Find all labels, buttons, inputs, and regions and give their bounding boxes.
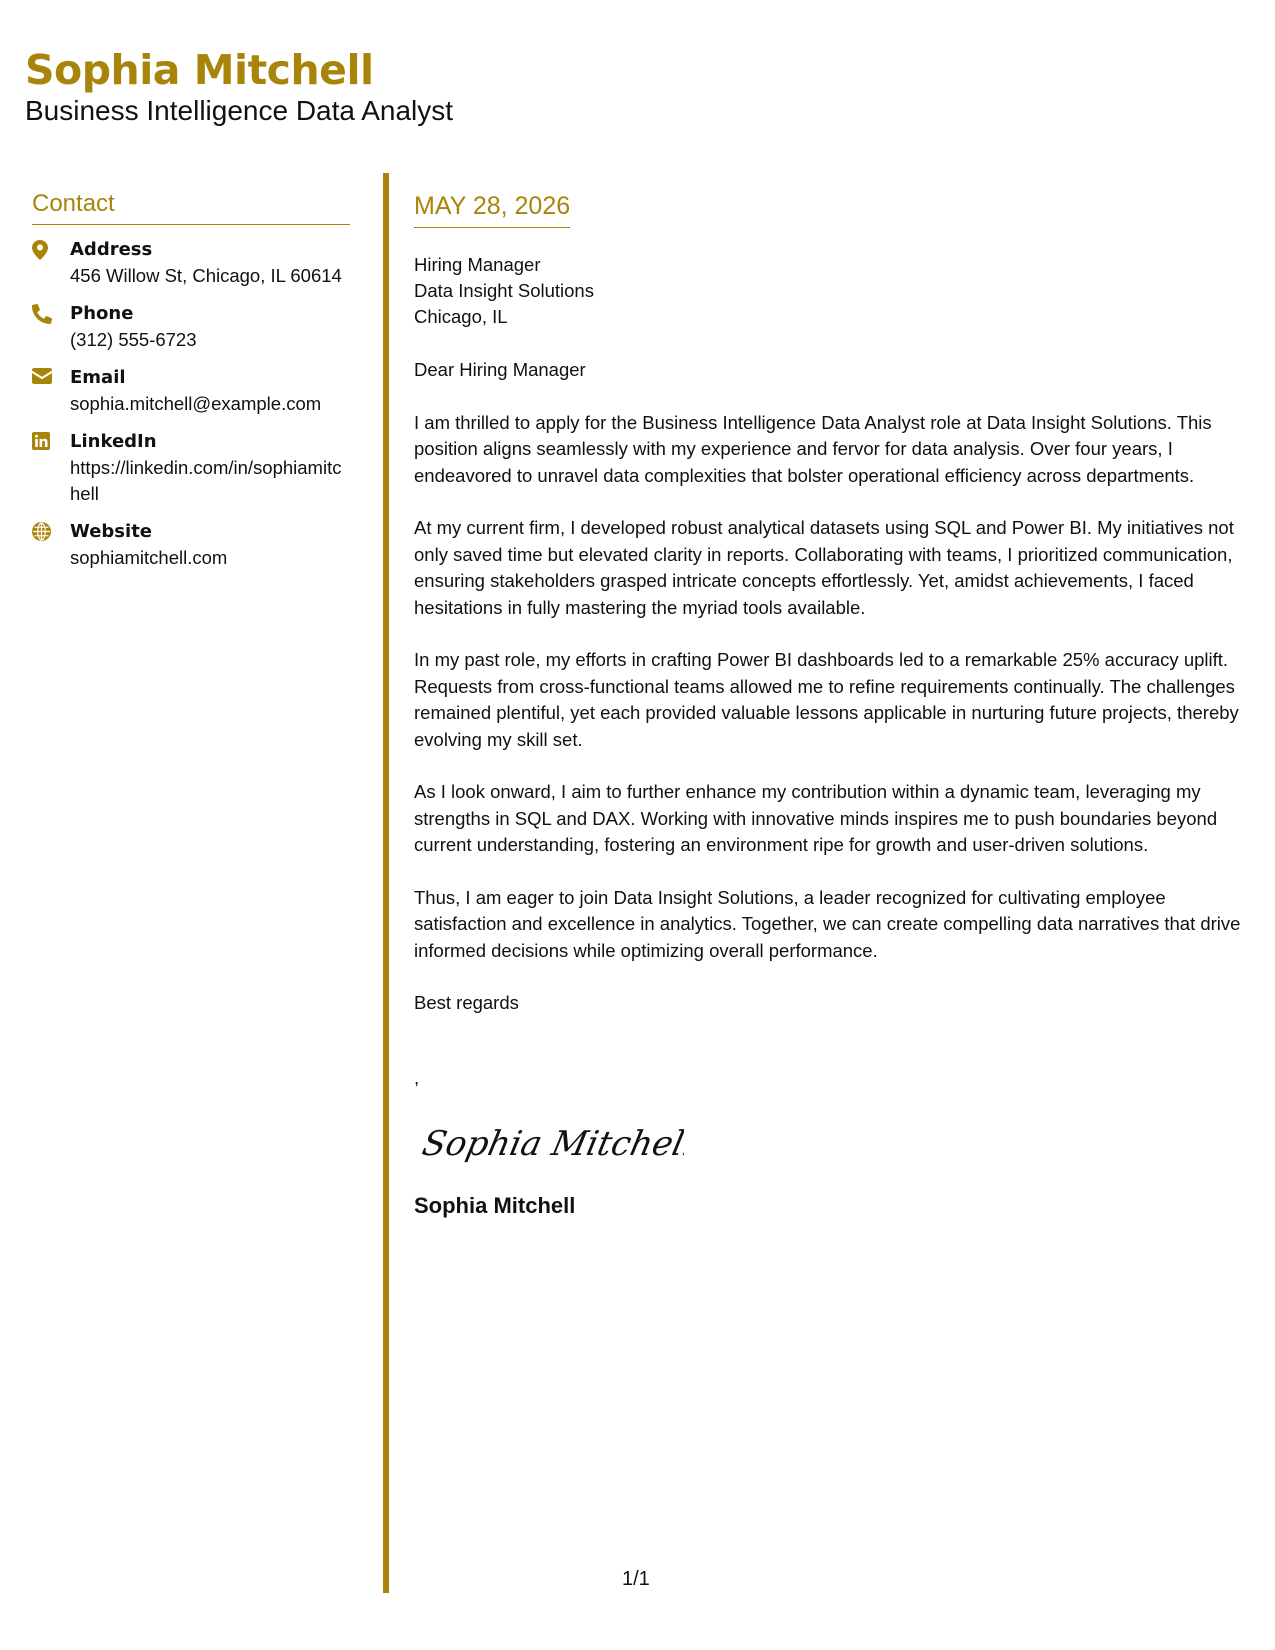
letter-body (414, 190, 1244, 1220)
contact-value: (312) 555-6723 (70, 329, 197, 350)
phone-icon (32, 301, 70, 353)
location-pin-icon (32, 237, 70, 289)
contact-value: sophia.mitchell@example.com (70, 393, 322, 414)
closing-comma: , (414, 1066, 420, 1088)
envelope-icon (32, 365, 70, 417)
header (25, 48, 453, 127)
recipient-line: Chicago, IL (414, 306, 508, 327)
letter-date: MAY 28, 2026 (414, 190, 570, 228)
handwritten-signature (414, 1111, 684, 1171)
contact-label: Email (70, 367, 126, 388)
page-number: 1/1 (622, 1568, 650, 1590)
contact-phone (32, 301, 350, 353)
contact-label: LinkedIn (70, 431, 157, 452)
applicant-name: Sophia Mitchell (25, 46, 374, 94)
letter-paragraph: At my current firm, I developed robust analytical datasets using SQL and Power BI. My initiatives not only saved time but elevated clarity in reports. Collaborating with teams, I prioritized communication, ensuring stakeholders grasped intricate concepts effortlessly. Yet, amidst achievements, I faced hesitations in fully mastering the myriad tools available. (414, 517, 1234, 618)
closing: Best regards (414, 992, 519, 1013)
signature-text: Sophia Mitchell (418, 1124, 684, 1164)
letter-paragraph: Thus, I am eager to join Data Insight Solutions, a leader recognized for cultivating employee satisfaction and excellence in analytics. Together, we can create compelling data narratives that drive informed decisions while optimizing overall performance. (414, 886, 1241, 961)
linkedin-icon (32, 429, 70, 507)
contact-value[interactable]: https://linkedin.com/in/sophiamitchell (70, 457, 342, 504)
signer-name: Sophia Mitchell (414, 1193, 576, 1218)
job-title: Business Intelligence Data Analyst (25, 95, 454, 127)
contact-label: Phone (70, 303, 134, 324)
recipient-line: Hiring Manager (414, 254, 541, 275)
contact-label: Address (70, 239, 153, 260)
letter-paragraph: In my past role, my efforts in crafting Power BI dashboards led to a remarkable 25% accuracy uplift. Requests from cross-functional teams allowed me to refine requirements continually. The challenges remained plentiful, yet each provided valuable lessons applicable in nurturing future projects, thereby evolving my skill set. (414, 649, 1239, 750)
letter-paragraph: As I look onward, I aim to further enhance my contribution within a dynamic team, leveraging my strengths in SQL and DAX. Working with innovative minds inspires me to push boundaries beyond current understanding, fostering an environment ripe for growth and user-driven solutions. (414, 781, 1218, 855)
contact-linkedin (32, 429, 350, 507)
contact-value: 456 Willow St, Chicago, IL 60614 (70, 265, 342, 286)
column-divider (383, 173, 389, 1593)
contact-sidebar (32, 190, 350, 571)
letter-paragraph: I am thrilled to apply for the Business Intelligence Data Analyst role at Data Insight Solutions. This position aligns seamlessly with my experience and fervor for data analysis. Over four years, I endeavored to unravel data complexities that bolster operational efficiency across departments. (414, 411, 1212, 486)
contact-email (32, 365, 350, 417)
recipient-line: Data Insight Solutions (414, 280, 594, 301)
salutation: Dear Hiring Manager (414, 359, 586, 380)
contact-website (32, 519, 350, 571)
contact-section-title: Contact (32, 190, 350, 225)
recipient-block (414, 252, 1244, 330)
contact-address (32, 237, 350, 289)
contact-label: Website (70, 521, 153, 542)
contact-value[interactable]: sophiamitchell.com (70, 547, 228, 568)
globe-icon (32, 519, 70, 571)
